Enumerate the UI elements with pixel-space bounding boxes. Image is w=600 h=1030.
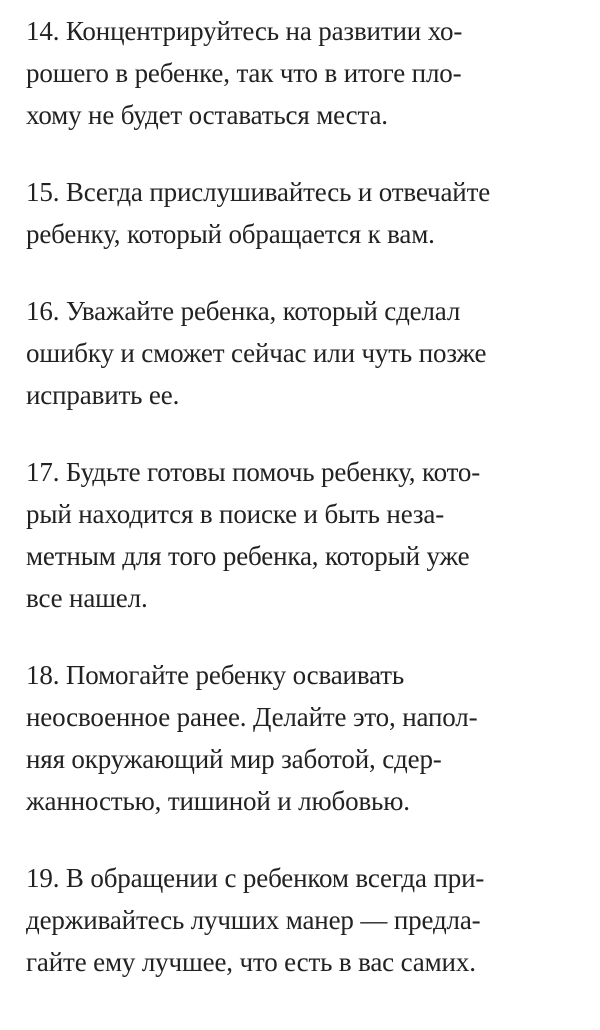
text-line: 19. В обращении с ребенком всегда при-	[26, 863, 485, 893]
paragraph-17	[26, 451, 586, 619]
text-line: гайте ему лучшее, что есть в вас самих.	[26, 947, 476, 977]
text-line: рошего в ребенке, так что в итоге пло-	[26, 58, 462, 88]
paragraph-14	[26, 10, 586, 136]
text-line: метным для того ребенка, который уже	[26, 541, 470, 571]
paragraph-16	[26, 290, 586, 416]
text-line: неосвоенное ранее. Делайте это, напол-	[26, 702, 478, 732]
paragraph-18	[26, 654, 586, 822]
text-line: 17. Будьте готовы помочь ребенку, кото-	[26, 457, 481, 487]
article-text	[26, 10, 586, 1018]
text-line: ребенку, который обращается к вам.	[26, 219, 435, 249]
text-line: 14. Концентрируйтесь на развитии хо-	[26, 16, 463, 46]
text-line: 18. Помогайте ребенку осваивать	[26, 660, 405, 690]
text-line: исправить ее.	[26, 380, 180, 410]
text-line: 15. Всегда прислушивайтесь и отвечайте	[26, 177, 491, 207]
text-line: ошибку и сможет сейчас или чуть позже	[26, 338, 487, 368]
paragraph-19	[26, 857, 586, 983]
text-line: няя окружающий мир заботой, сдер-	[26, 744, 442, 774]
paragraph-15	[26, 171, 586, 255]
text-line: все нашел.	[26, 583, 148, 613]
text-line: рый находится в поиске и быть неза-	[26, 499, 445, 529]
text-line: 16. Уважайте ребенка, который сделал	[26, 296, 461, 326]
text-line: жанностью, тишиной и любовью.	[26, 786, 410, 816]
text-line: держивайтесь лучших манер — предла-	[26, 905, 481, 935]
text-line: хому не будет оставаться места.	[26, 100, 388, 130]
